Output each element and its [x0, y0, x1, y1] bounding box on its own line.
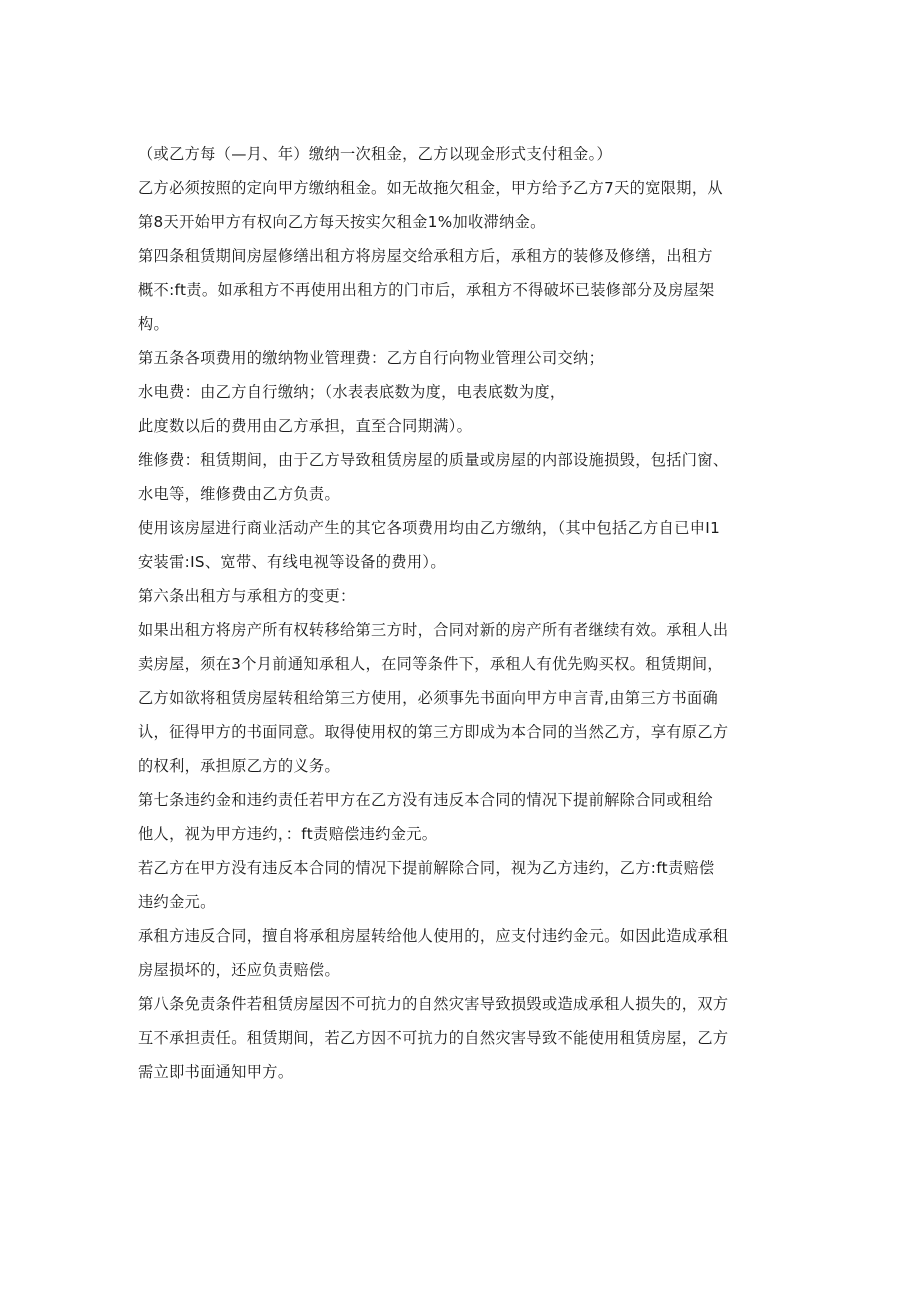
text-line: 乙方必须按照的定向甲方缴纳租金。如无故拖欠租金，甲方给予乙方7天的宽限期，从: [138, 179, 723, 197]
text-line: 维修费：租赁期间，由于乙方导致租赁房屋的质量或房屋的内部设施损毁，包括门窗、: [138, 451, 729, 469]
text-line: 认，征得甲方的书面同意。取得使用权的第三方即成为本合同的当然乙方，享有原乙方: [138, 723, 729, 741]
text-line: 承租方违反合同，擅自将承租房屋转给他人使用的，应支付违约金元。如因此造成承租: [138, 927, 729, 945]
text-line: 第四条租赁期间房屋修缮出租方将房屋交给承租方后，承租方的装修及修缮，出租方: [138, 247, 713, 265]
text-line: 第七条违约金和违约责任若甲方在乙方没有违反本合同的情况下提前解除合同或租给: [138, 791, 713, 809]
text-line: 违约金元。: [138, 893, 216, 911]
text-line: 第8天开始甲方有权向乙方每天按实欠租金1%加收滞纳金。: [138, 213, 546, 231]
text-line: 水电等，维修费由乙方负责。: [138, 485, 340, 503]
text-line: 使用该房屋进行商业活动产生的其它各项费用均由乙方缴纳，（其中包括乙方自已申I1: [138, 519, 721, 537]
text-line: 安装雷:IS、宽带、有线电视等设备的费用）。: [138, 553, 446, 571]
text-line: 构。: [138, 315, 170, 333]
text-line: 他人，视为甲方违约，：ft责赔偿违约金元。: [138, 825, 438, 843]
text-line: 互不承担责任。租赁期间，若乙方因不可抗力的自然灾害导致不能使用租赁房屋，乙方: [138, 1029, 729, 1047]
text-line: 第五条各项费用的缴纳物业管理费：乙方自行向物业管理公司交纳；: [138, 349, 605, 367]
document-body: [138, 137, 798, 1089]
text-line: 若乙方在甲方没有违反本合同的情况下提前解除合同，视为乙方违约，乙方:ft责赔偿: [138, 859, 715, 877]
text-line: 需立即书面通知甲方。: [138, 1063, 294, 1081]
text-line: 卖房屋，须在3个月前通知承租人，在同等条件下，承租人有优先购买权。租赁期间，: [138, 655, 723, 673]
text-line: 概不:ft责。如承租方不再使用出租方的门市后，承租方不得破坏已装修部分及房屋架: [138, 281, 715, 299]
text-line: 乙方如欲将租赁房屋转租给第三方使用，必须事先书面向甲方申言青,由第三方书面确: [138, 689, 719, 707]
text-line: 房屋损坏的，还应负责赔偿。: [138, 961, 340, 979]
text-line: 此度数以后的费用由乙方承担，直至合同期满）。: [138, 417, 473, 435]
text-line: 第六条出租方与承租方的变更：: [138, 587, 356, 605]
text-line: 如果出租方将房产所有权转移给第三方时，合同对新的房产所有者继续有效。承租人出: [138, 621, 729, 639]
text-line: 的权利，承担原乙方的义务。: [138, 757, 340, 775]
text-line: 第八条免责条件若租赁房屋因不可抗力的自然灾害导致损毁或造成承租人损失的，双方: [138, 995, 729, 1013]
text-line: 水电费：由乙方自行缴纳；（水表表底数为度，电表底数为度，: [138, 383, 566, 401]
text-line: （或乙方每（—月、年）缴纳一次租金，乙方以现金形式支付租金。）: [138, 145, 613, 163]
